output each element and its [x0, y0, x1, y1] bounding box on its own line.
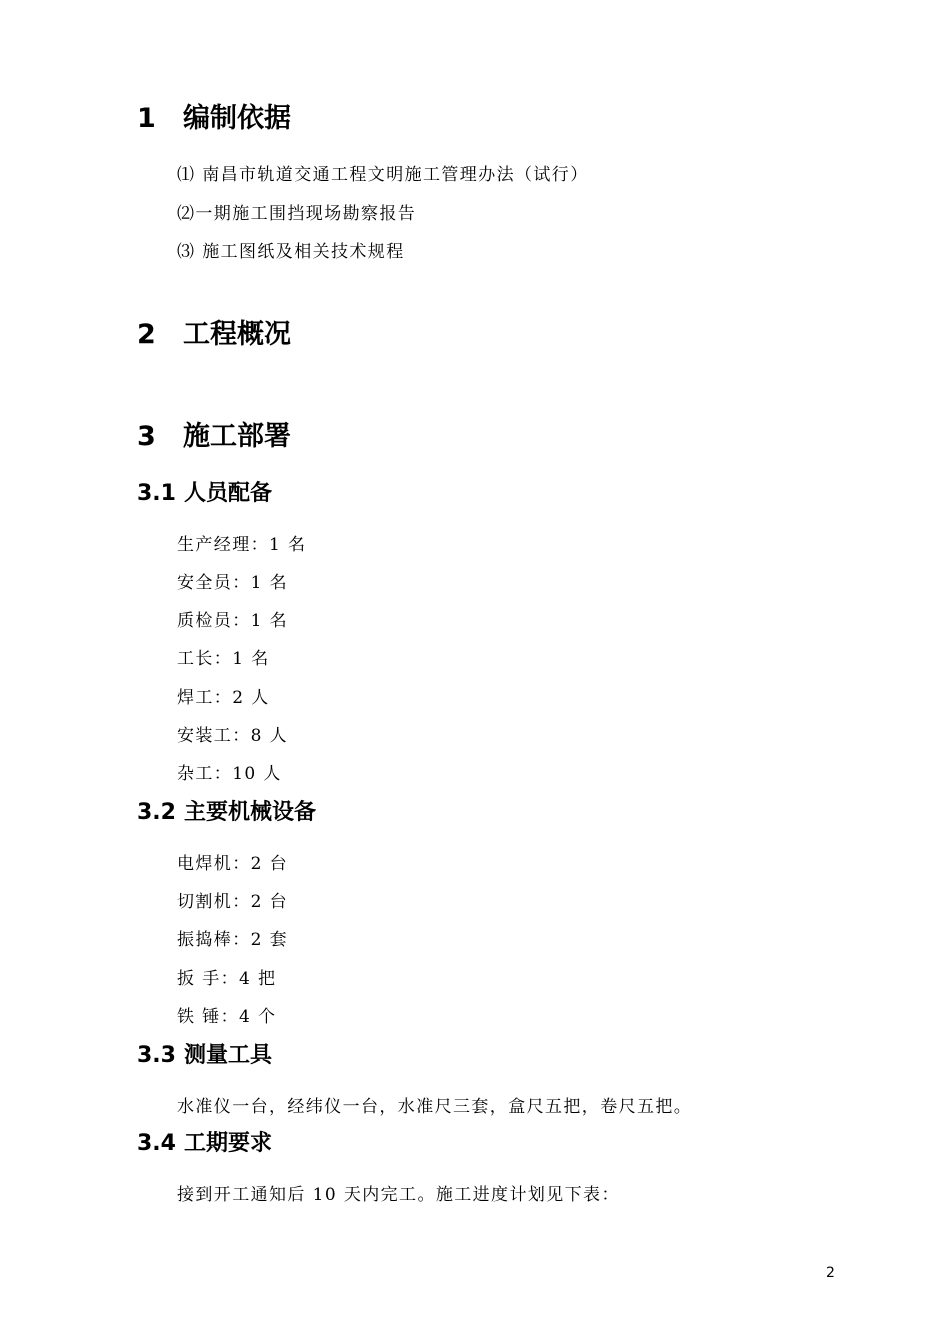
subsection-number: 3.1 [137, 481, 176, 506]
subsection-title: 测量工具 [184, 1043, 273, 1068]
page-number: 2 [826, 1265, 835, 1281]
equipment-item: 切割机：2 台 [177, 892, 289, 912]
section-heading-1 [137, 103, 291, 135]
section-heading-3 [137, 421, 291, 453]
section-title: 施工部署 [183, 421, 291, 452]
subsection-heading-3-4 [137, 1130, 272, 1158]
basis-item: ⑴ 南昌市轨道交通工程文明施工管理办法（试行） [177, 165, 589, 185]
equipment-item: 铁 锤：4 个 [177, 1007, 277, 1027]
tools-paragraph: 水准仪一台，经纬仪一台，水准尺三套，盒尺五把，卷尺五把。 [177, 1097, 693, 1117]
staff-item: 质检员：1 名 [177, 611, 289, 631]
equipment-item: 电焊机：2 台 [177, 854, 289, 874]
subsection-title: 工期要求 [184, 1131, 273, 1156]
staff-item: 工长：1 名 [177, 649, 270, 669]
basis-item: ⑵一期施工围挡现场勘察报告 [177, 204, 417, 224]
section-number: 1 [137, 103, 156, 134]
subsection-title: 主要机械设备 [184, 800, 317, 825]
staff-item: 焊工：2 人 [177, 688, 270, 708]
staff-item: 安装工：8 人 [177, 726, 289, 746]
section-number: 2 [137, 319, 156, 350]
subsection-heading-3-1 [137, 480, 272, 508]
section-title: 编制依据 [183, 103, 291, 134]
section-number: 3 [137, 421, 156, 452]
subsection-heading-3-2 [137, 799, 316, 827]
subsection-heading-3-3 [137, 1042, 272, 1070]
section-heading-2 [137, 319, 291, 351]
equipment-item: 振捣棒：2 套 [177, 930, 289, 950]
subsection-title: 人员配备 [184, 481, 273, 506]
section-title: 工程概况 [183, 319, 291, 350]
staff-item: 安全员：1 名 [177, 573, 289, 593]
subsection-number: 3.4 [137, 1131, 176, 1156]
basis-item: ⑶ 施工图纸及相关技术规程 [177, 242, 405, 262]
subsection-number: 3.2 [137, 800, 176, 825]
staff-item: 生产经理：1 名 [177, 535, 307, 555]
equipment-item: 扳 手：4 把 [177, 969, 277, 989]
staff-item: 杂工：10 人 [177, 764, 282, 784]
subsection-number: 3.3 [137, 1043, 176, 1068]
schedule-paragraph: 接到开工通知后 10 天内完工。施工进度计划见下表： [177, 1185, 620, 1205]
